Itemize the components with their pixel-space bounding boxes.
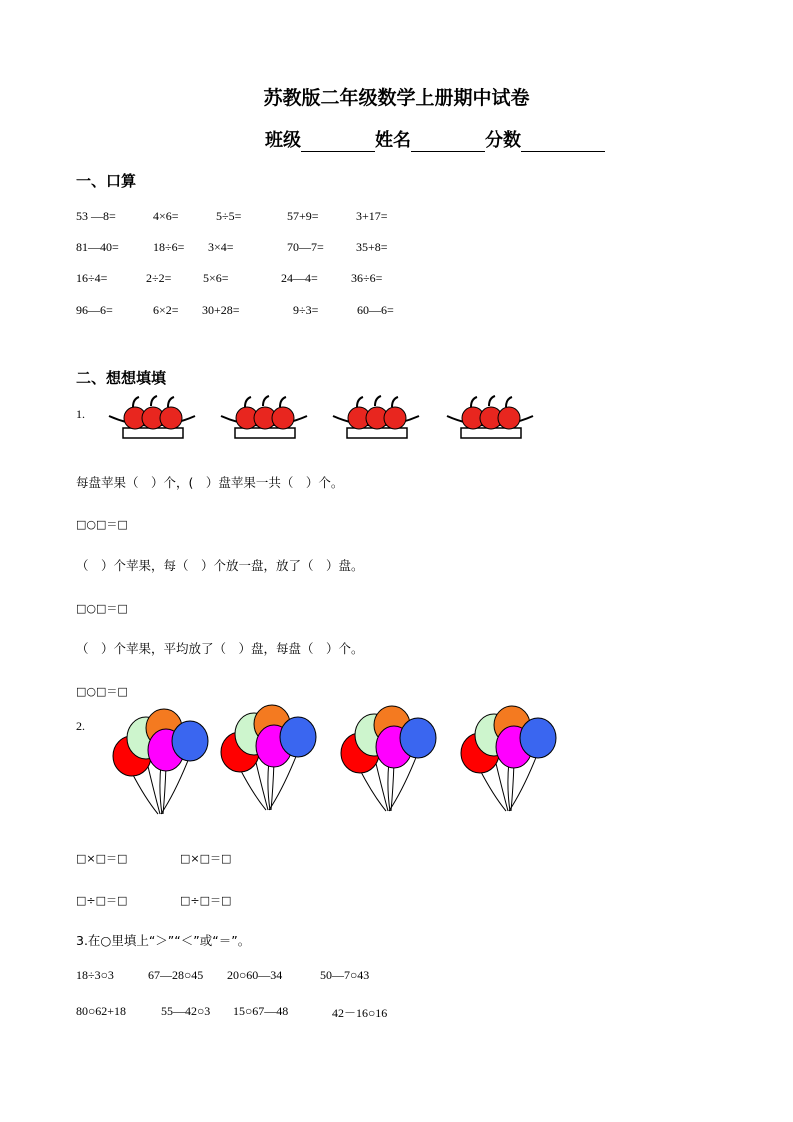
balloon-bunch	[341, 706, 436, 811]
exercise: 96—6=	[76, 303, 113, 317]
exercise: 81—40=	[76, 240, 119, 254]
comparison-item: 18÷3○3	[76, 968, 114, 982]
comparison-item: 55—42○3	[161, 1004, 211, 1018]
exercise: 18÷6=	[153, 240, 185, 254]
comparison-item: 80○62+18	[76, 1004, 127, 1018]
exercise: 16÷4=	[76, 271, 108, 285]
q1-formula-2: □○□＝□	[76, 602, 128, 615]
comparison-item: 15○67—48	[233, 1004, 289, 1018]
q2-multiplication-a: □×□＝□	[76, 852, 128, 865]
exercise: 24—4=	[281, 271, 318, 285]
balloons-illustration	[105, 703, 565, 818]
exercise: 2÷2=	[146, 271, 172, 285]
q1-formula-1: □○□＝□	[76, 518, 128, 531]
comparison-item: 50—7○43	[320, 968, 370, 982]
question-number: 2.	[76, 719, 85, 733]
score-blank[interactable]	[521, 131, 605, 152]
apple-plates-illustration	[105, 392, 545, 444]
class-label: 班级	[265, 130, 301, 151]
exercise: 70—7=	[287, 240, 324, 254]
q2-division-b: □÷□＝□	[180, 894, 232, 907]
comparison-item: 67—28○45	[148, 968, 204, 982]
exercise: 6×2=	[153, 303, 179, 317]
student-info-line	[265, 126, 605, 152]
exercise: 5÷5=	[216, 209, 242, 223]
exercise: 57+9=	[287, 209, 319, 223]
apple-plate	[109, 396, 195, 438]
question-number: 1.	[76, 407, 85, 421]
exercise: 30+28=	[202, 303, 240, 317]
exercise: 35+8=	[356, 240, 388, 254]
exercise: 4×6=	[153, 209, 179, 223]
q2-division-a: □÷□＝□	[76, 894, 128, 907]
section-oral-arithmetic-heading: 一、口算	[76, 172, 137, 190]
exercise: 5×6=	[203, 271, 229, 285]
score-label: 分数	[485, 130, 521, 151]
q1-sentence-1: 每盘苹果（ ）个，( ）盘苹果一共（ ）个。	[76, 475, 344, 490]
balloon-bunch	[461, 706, 556, 811]
comparison-item: 42－16○16	[332, 1006, 388, 1020]
page-title: 苏教版二年级数学上册期中试卷	[263, 87, 530, 109]
q1-sentence-2: （ ）个苹果，每（ ）个放一盘，放了（ ）盘。	[76, 558, 364, 573]
name-blank[interactable]	[411, 131, 485, 152]
apple-plate	[447, 396, 533, 438]
section-fill-in-heading: 二、想想填填	[76, 369, 167, 387]
q1-sentence-3: （ ）个苹果，平均放了（ ）盘，每盘（ ）个。	[76, 641, 364, 656]
comparison-item: 20○60—34	[227, 968, 283, 982]
class-blank[interactable]	[301, 131, 375, 152]
balloon-bunch	[221, 705, 316, 810]
apple-plate	[221, 396, 307, 438]
balloon-bunch	[113, 709, 208, 814]
exercise: 3×4=	[208, 240, 234, 254]
q1-formula-3: □○□＝□	[76, 685, 128, 698]
exercise: 36÷6=	[351, 271, 383, 285]
q3-instruction: 3.在○里填上“＞”“＜”或“＝”。	[76, 933, 251, 948]
exercise: 53 —8=	[76, 209, 116, 223]
exercise: 3+17=	[356, 209, 388, 223]
q2-multiplication-b: □×□＝□	[180, 852, 232, 865]
exercise: 60—6=	[357, 303, 394, 317]
apple-plate	[333, 396, 419, 438]
name-label: 姓名	[375, 130, 411, 151]
exercise: 9÷3=	[293, 303, 319, 317]
